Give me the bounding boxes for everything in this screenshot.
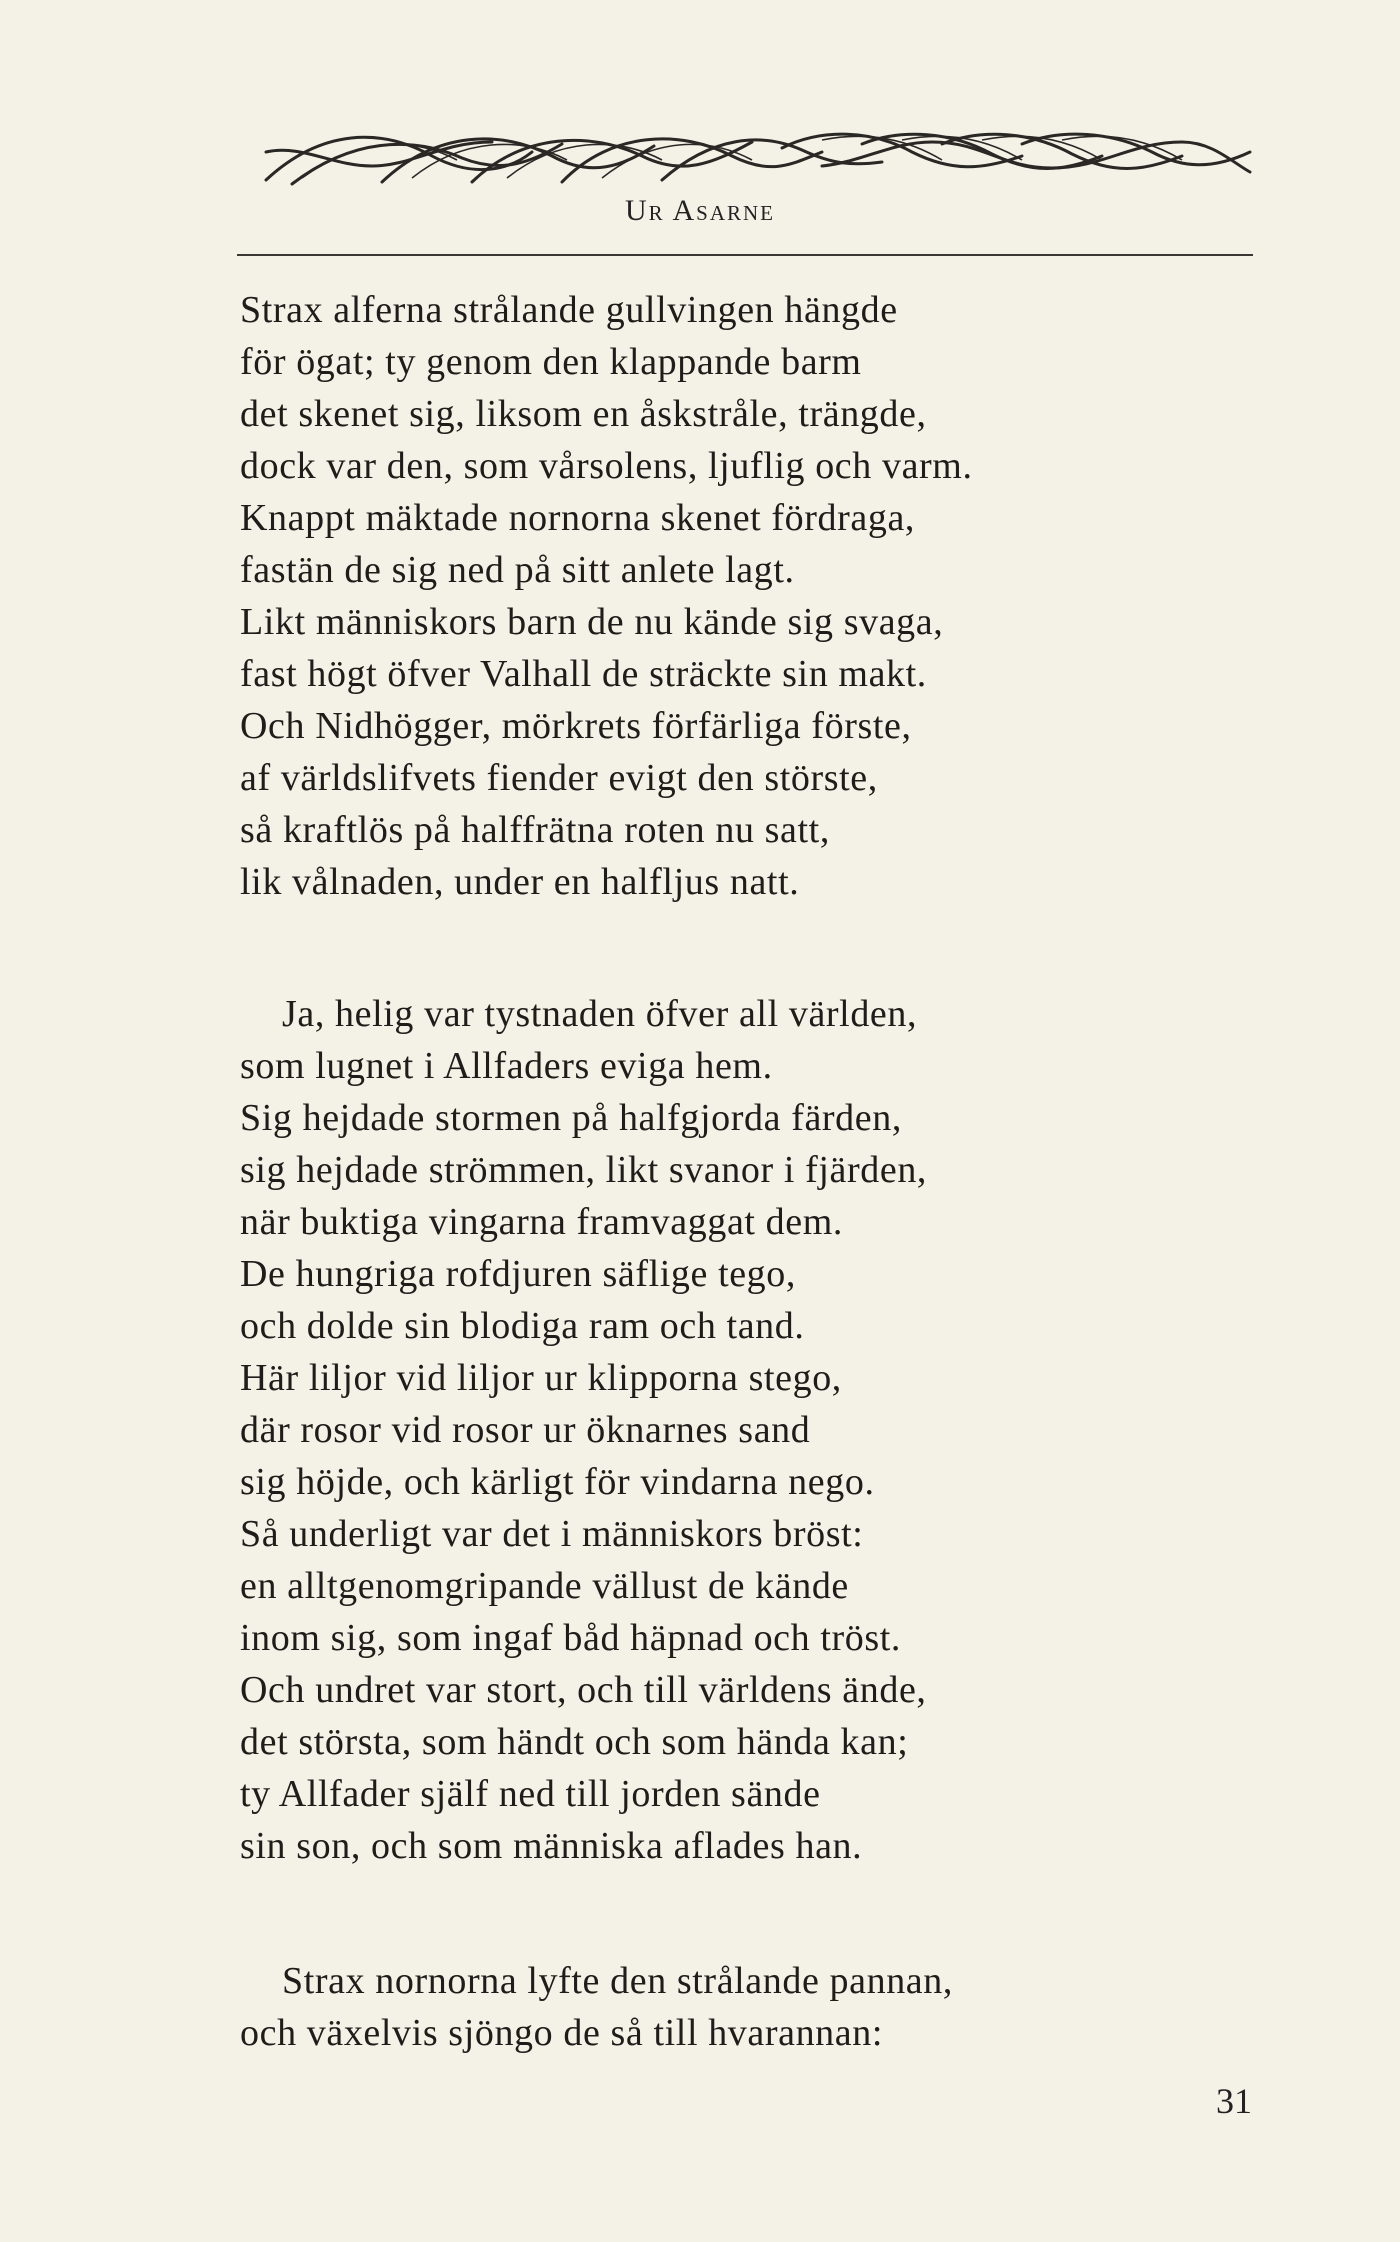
verse-line: fast högt öfver Valhall de sträckte sin makt.	[240, 653, 927, 695]
verse-line: det största, som händt och som hända kan;	[240, 1721, 909, 1763]
verse-line: Sig hejdade stormen på halfgjorda färden,	[240, 1097, 902, 1139]
page-number: 31	[1216, 2081, 1252, 2121]
verse-line: så kraftlös på halffrätna roten nu satt,	[240, 809, 830, 851]
verse-line: där rosor vid rosor ur öknarnes sand	[240, 1409, 811, 1451]
verse-line: lik vålnaden, under en halfljus natt.	[240, 861, 800, 903]
verse-line: Så underligt var det i människors bröst:	[240, 1513, 864, 1555]
verse-line: och dolde sin blodiga ram och tand.	[240, 1305, 805, 1347]
verse-line: Här liljor vid liljor ur klipporna stego,	[240, 1357, 842, 1399]
verse-line: fastän de sig ned på sitt anlete lagt.	[240, 549, 795, 591]
running-head-title: Ur Asarne	[624, 194, 776, 227]
verse-line: sig höjde, och kärligt för vindarna nego.	[240, 1461, 875, 1503]
verse-line: ty Allfader själf ned till jorden sände	[240, 1773, 821, 1815]
verse-line: när buktiga vingarna framvaggat dem.	[240, 1201, 843, 1243]
verse-line: Strax alferna strålande gullvingen hängde	[240, 289, 898, 331]
verse-line: för ögat; ty genom den klappande barm	[240, 341, 862, 383]
verse-line: Och undret var stort, och till världens ände,	[240, 1669, 927, 1711]
verse-line: Likt människors barn de nu kände sig svaga,	[240, 601, 944, 643]
verse-line: sig hejdade strömmen, likt svanor i fjärden,	[240, 1149, 928, 1191]
verse-line: inom sig, som ingaf båd häpnad och tröst.	[240, 1617, 902, 1659]
verse-line: De hungriga rofdjuren säflige tego,	[240, 1253, 796, 1295]
stanza-2	[240, 988, 1240, 1872]
verse-line: dock var den, som vårsolens, ljuflig och varm.	[240, 445, 973, 487]
verse-line: som lugnet i Allfaders eviga hem.	[240, 1045, 773, 1087]
verse-line: Och Nidhögger, mörkrets förfärliga förste,	[240, 705, 912, 747]
verse-line: och växelvis sjöngo de så till hvarannan:	[240, 2012, 884, 2054]
stanza-1	[240, 284, 1240, 908]
verse-line: af världslifvets fiender evigt den störste,	[240, 757, 878, 799]
verse-line: Knappt mäktade nornorna skenet fördraga,	[240, 497, 916, 539]
stanza-3	[240, 1955, 1240, 2059]
verse-line: sin son, och som människa aflades han.	[240, 1825, 863, 1867]
verse-line: det skenet sig, liksom en åskstråle, trängde,	[240, 393, 927, 435]
decorative-interlace-ornament	[262, 122, 1254, 188]
verse-line: en alltgenomgripande vällust de kände	[240, 1565, 849, 1607]
verse-line: Ja, helig var tystnaden öfver all världen,	[282, 993, 918, 1035]
header-rule	[237, 254, 1253, 256]
verse-line: Strax nornorna lyfte den strålande pannan,	[282, 1960, 953, 2002]
